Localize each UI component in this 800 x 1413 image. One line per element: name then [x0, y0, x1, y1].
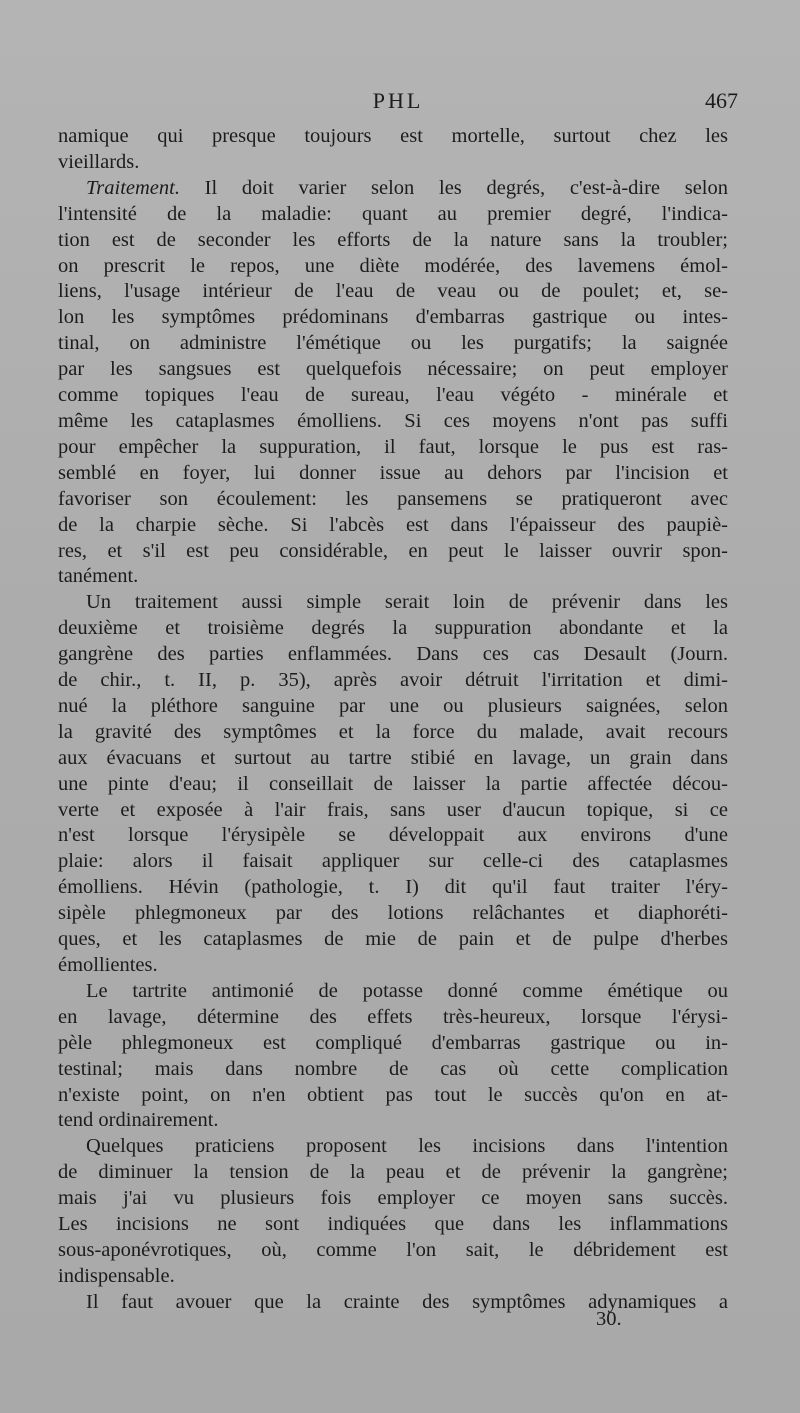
body-text: [58, 124, 728, 1316]
text-line: par les sangsues est quelquefois nécessaire; on peut employer: [58, 358, 728, 381]
text-line: on prescrit le repos, une diète modérée, des lavemens émol-: [58, 254, 728, 277]
text-line: Quelques praticiens proposent les incisions dans l'intention: [86, 1135, 728, 1158]
text-line: Les incisions ne sont indiquées que dans les inflammations: [58, 1213, 728, 1236]
text-line: nué la pléthore sanguine par une ou plusieurs saignées, selon: [58, 694, 728, 717]
text-line: ques, et les cataplasmes de mie de pain et de pulpe d'herbes: [58, 928, 728, 951]
text-line: de chir., t. II, p. 35), après avoir détruit l'irritation et dimi-: [58, 669, 728, 692]
text-line: aux évacuans et surtout au tartre stibié en lavage, un grain dans: [58, 746, 728, 769]
text-line: verte et exposée à l'air frais, sans user d'aucun topique, si ce: [58, 798, 728, 821]
catchword: 30.: [596, 1308, 622, 1330]
text-line: tend ordinairement.: [58, 1109, 219, 1132]
text-line: liens, l'usage intérieur de l'eau de veau ou de poulet; et, se-: [58, 280, 728, 303]
text-line: de la charpie sèche. Si l'abcès est dans l'épaisseur des paupiè-: [58, 513, 728, 536]
text-line: une pinte d'eau; il conseillait de laisser la partie affectée décou-: [58, 772, 728, 795]
text-line: deuxième et troisième degrés la suppuration abondante et la: [58, 617, 728, 640]
text-line: indispensable.: [58, 1264, 175, 1287]
text-line: pèle phlegmoneux est compliqué d'embarras gastrique ou in-: [58, 1031, 728, 1054]
text-line: tanément.: [58, 565, 139, 588]
page-header: [58, 88, 738, 122]
text-line: l'intensité de la maladie: quant au premier degré, l'indica-: [58, 202, 728, 225]
text-line: testinal; mais dans nombre de cas où cette complication: [58, 1057, 728, 1080]
text-line: pour empêcher la suppuration, il faut, lorsque le pus est ras-: [58, 435, 728, 458]
text-line: comme topiques l'eau de sureau, l'eau végéto - minérale et: [58, 384, 728, 407]
text-line: en lavage, détermine des effets très-heureux, lorsque l'érysi-: [58, 1005, 728, 1028]
text-line: gangrène des parties enflammées. Dans ces cas Desault (Journ.: [58, 643, 728, 666]
text-line: Traitement. Il doit varier selon les degrés, c'est-à-dire selon: [86, 176, 728, 199]
page-number: 467: [705, 88, 738, 113]
text-line: Un traitement aussi simple serait loin de prévenir dans les: [86, 591, 728, 614]
text-line: même les cataplasmes émolliens. Si ces moyens n'ont pas suffi: [58, 409, 728, 432]
text-line: Il faut avouer que la crainte des symptômes adynamiques a: [86, 1290, 728, 1313]
text-line: sipèle phlegmoneux par des lotions relâchantes et diaphoréti-: [58, 902, 728, 925]
text-line: émollientes.: [58, 954, 158, 976]
text-line: res, et s'il est peu considérable, en peut le laisser ouvrir spon-: [58, 539, 728, 562]
text-line: sous-aponévrotiques, où, comme l'on sait, le débridement est: [58, 1238, 728, 1261]
text-line: semblé en foyer, lui donner issue au dehors par l'incision et: [58, 461, 728, 484]
text-line: mais j'ai vu plusieurs fois employer ce moyen sans succès.: [58, 1187, 728, 1210]
text-line: n'existe point, on n'en obtient pas tout le succès qu'on en at-: [58, 1083, 728, 1106]
text-line: lon les symptômes prédominans d'embarras gastrique ou intes-: [58, 306, 728, 329]
running-head: PHL: [372, 88, 424, 113]
text-line: émolliens. Hévin (pathologie, t. I) dit qu'il faut traiter l'éry-: [58, 876, 728, 899]
text-line: tion est de seconder les efforts de la nature sans la troubler;: [58, 228, 728, 251]
text-line: tinal, on administre l'émétique ou les purgatifs; la saignée: [58, 332, 728, 355]
text-line: vieillards.: [58, 150, 140, 173]
text-line: la gravité des symptômes et la force du malade, avait recours: [58, 720, 728, 743]
text-line: plaie: alors il faisait appliquer sur celle-ci des cataplasmes: [58, 850, 728, 873]
text-line: favoriser son écoulement: les pansemens se pratiqueront avec: [58, 487, 728, 510]
text-line: Le tartrite antimonié de potasse donné comme émétique ou: [86, 979, 728, 1002]
text-line: n'est lorsque l'érysipèle se développait aux environs d'une: [58, 824, 728, 847]
text-line: de diminuer la tension de la peau et de prévenir la gangrène;: [58, 1161, 728, 1184]
text-line: namique qui presque toujours est mortelle, surtout chez les: [58, 125, 728, 147]
